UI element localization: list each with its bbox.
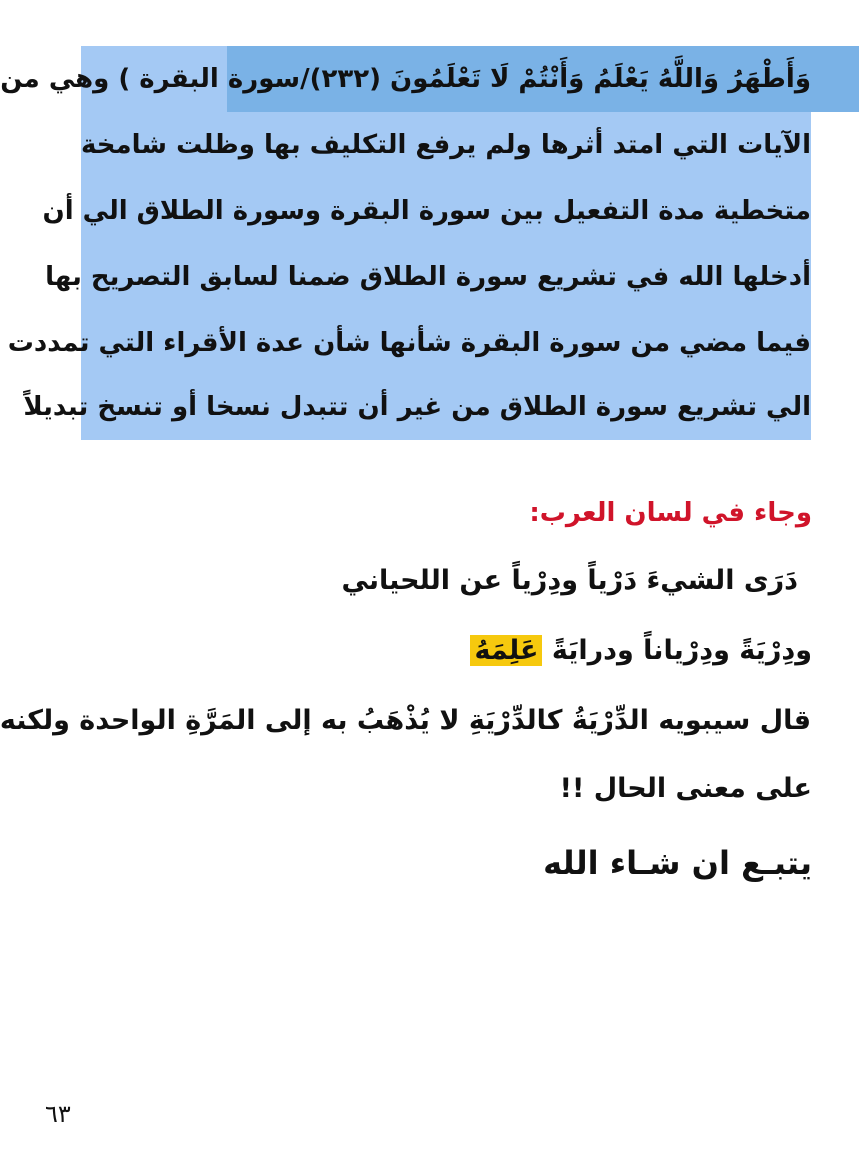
lisan-line-4: على معنى الحال !! xyxy=(559,773,812,804)
to-be-continued: يتبـع ان شـاء الله xyxy=(543,844,812,882)
lisan-line-2 xyxy=(470,620,812,682)
paragraph-line-5: فيما مضي من سورة البقرة شأنها شأن عدة الأقراء التي تمددت xyxy=(7,328,811,358)
lisan-line-3: قال سيبويه الدِّرْيَةُ كالدِّرْيَةِ لا يُذْهَبُ به إلى المَرَّةِ الواحدة ولكنه xyxy=(0,705,811,736)
lisan-heading: وجاء في لسان العرب: xyxy=(529,498,812,528)
paragraph-line-1: وَأَطْهَرُ وَاللَّهُ يَعْلَمُ وَأَنْتُمْ لَا تَعْلَمُونَ (٢٣٢)/سورة البقرة ) وهي من xyxy=(0,64,811,94)
lisan-line-1: دَرَى الشيءَ دَرْياً ودِرْياً عن اللحياني xyxy=(341,565,798,596)
paragraph-line-3: متخطية مدة التفعيل بين سورة البقرة وسورة الطلاق الي أن xyxy=(42,196,811,226)
highlighted-word: عَلِمَهُ xyxy=(470,635,542,666)
paragraph-line-6: الي تشريع سورة الطلاق من غير أن تتبدل نسخا أو تنسخ تبديلاً xyxy=(23,392,811,422)
lisan-line-2-text: ودِرْيَةً ودِرْياناً ودرايَةً xyxy=(542,635,812,666)
page-number: ٦٣ xyxy=(45,1100,71,1128)
paragraph-line-2: الآيات التي امتد أثرها ولم يرفع التكليف بها وظلت شامخة xyxy=(81,130,811,160)
paragraph-line-4: أدخلها الله في تشريع سورة الطلاق ضمنا لسابق التصريح بها xyxy=(45,262,811,292)
